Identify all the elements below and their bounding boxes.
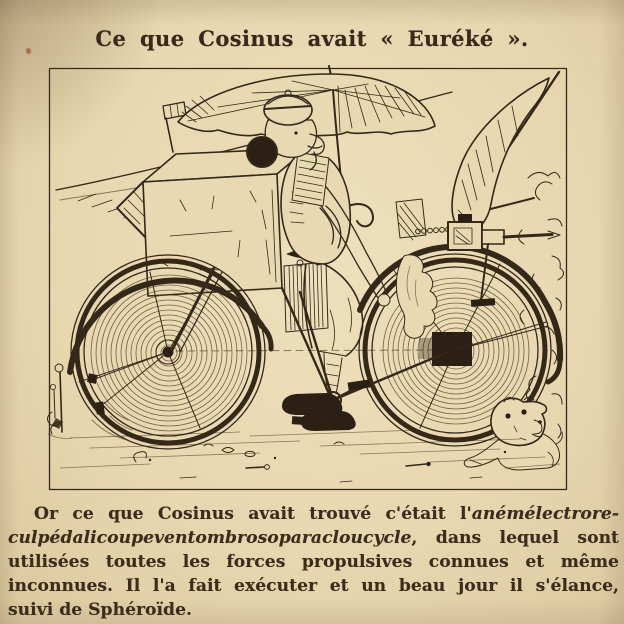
small-striped-flag (163, 102, 186, 152)
dog-spheroide (464, 397, 562, 470)
caption-line (8, 502, 619, 526)
caption-line (8, 550, 619, 574)
caption-line (8, 526, 619, 550)
hand (378, 294, 390, 306)
caption-invented-word: anémélectrore- (471, 504, 619, 524)
exhaust-puff (396, 255, 437, 338)
page-title: Ce que Cosinus avait « Euréké ». (95, 26, 529, 52)
caption-invented-word: culpédalicoupeventombrosoparacloucycle (8, 528, 412, 548)
axle-tie-rod (176, 350, 432, 351)
hub-weight-block (432, 332, 472, 366)
caption-paragraph (8, 502, 619, 622)
caption-line (8, 574, 619, 598)
caption-text: utilisées toutes les forces propulsives connues et même (8, 552, 619, 572)
drooping-flag (452, 72, 559, 232)
caption-text: suivi de Sphéroïde. (8, 600, 192, 620)
roadside-plant (47, 364, 72, 439)
illustration-engraving (0, 60, 624, 498)
caption-text: inconnues. Il l'a fait exécuter et un beau jour il s'élance, (8, 576, 619, 596)
caption-line (8, 598, 619, 622)
boot (301, 411, 356, 431)
caption-text: Or ce que Cosinus avait trouvé c'était l' (34, 504, 472, 524)
caption-text: , dans lequel sont (411, 528, 619, 548)
pith-helmet (264, 95, 312, 125)
